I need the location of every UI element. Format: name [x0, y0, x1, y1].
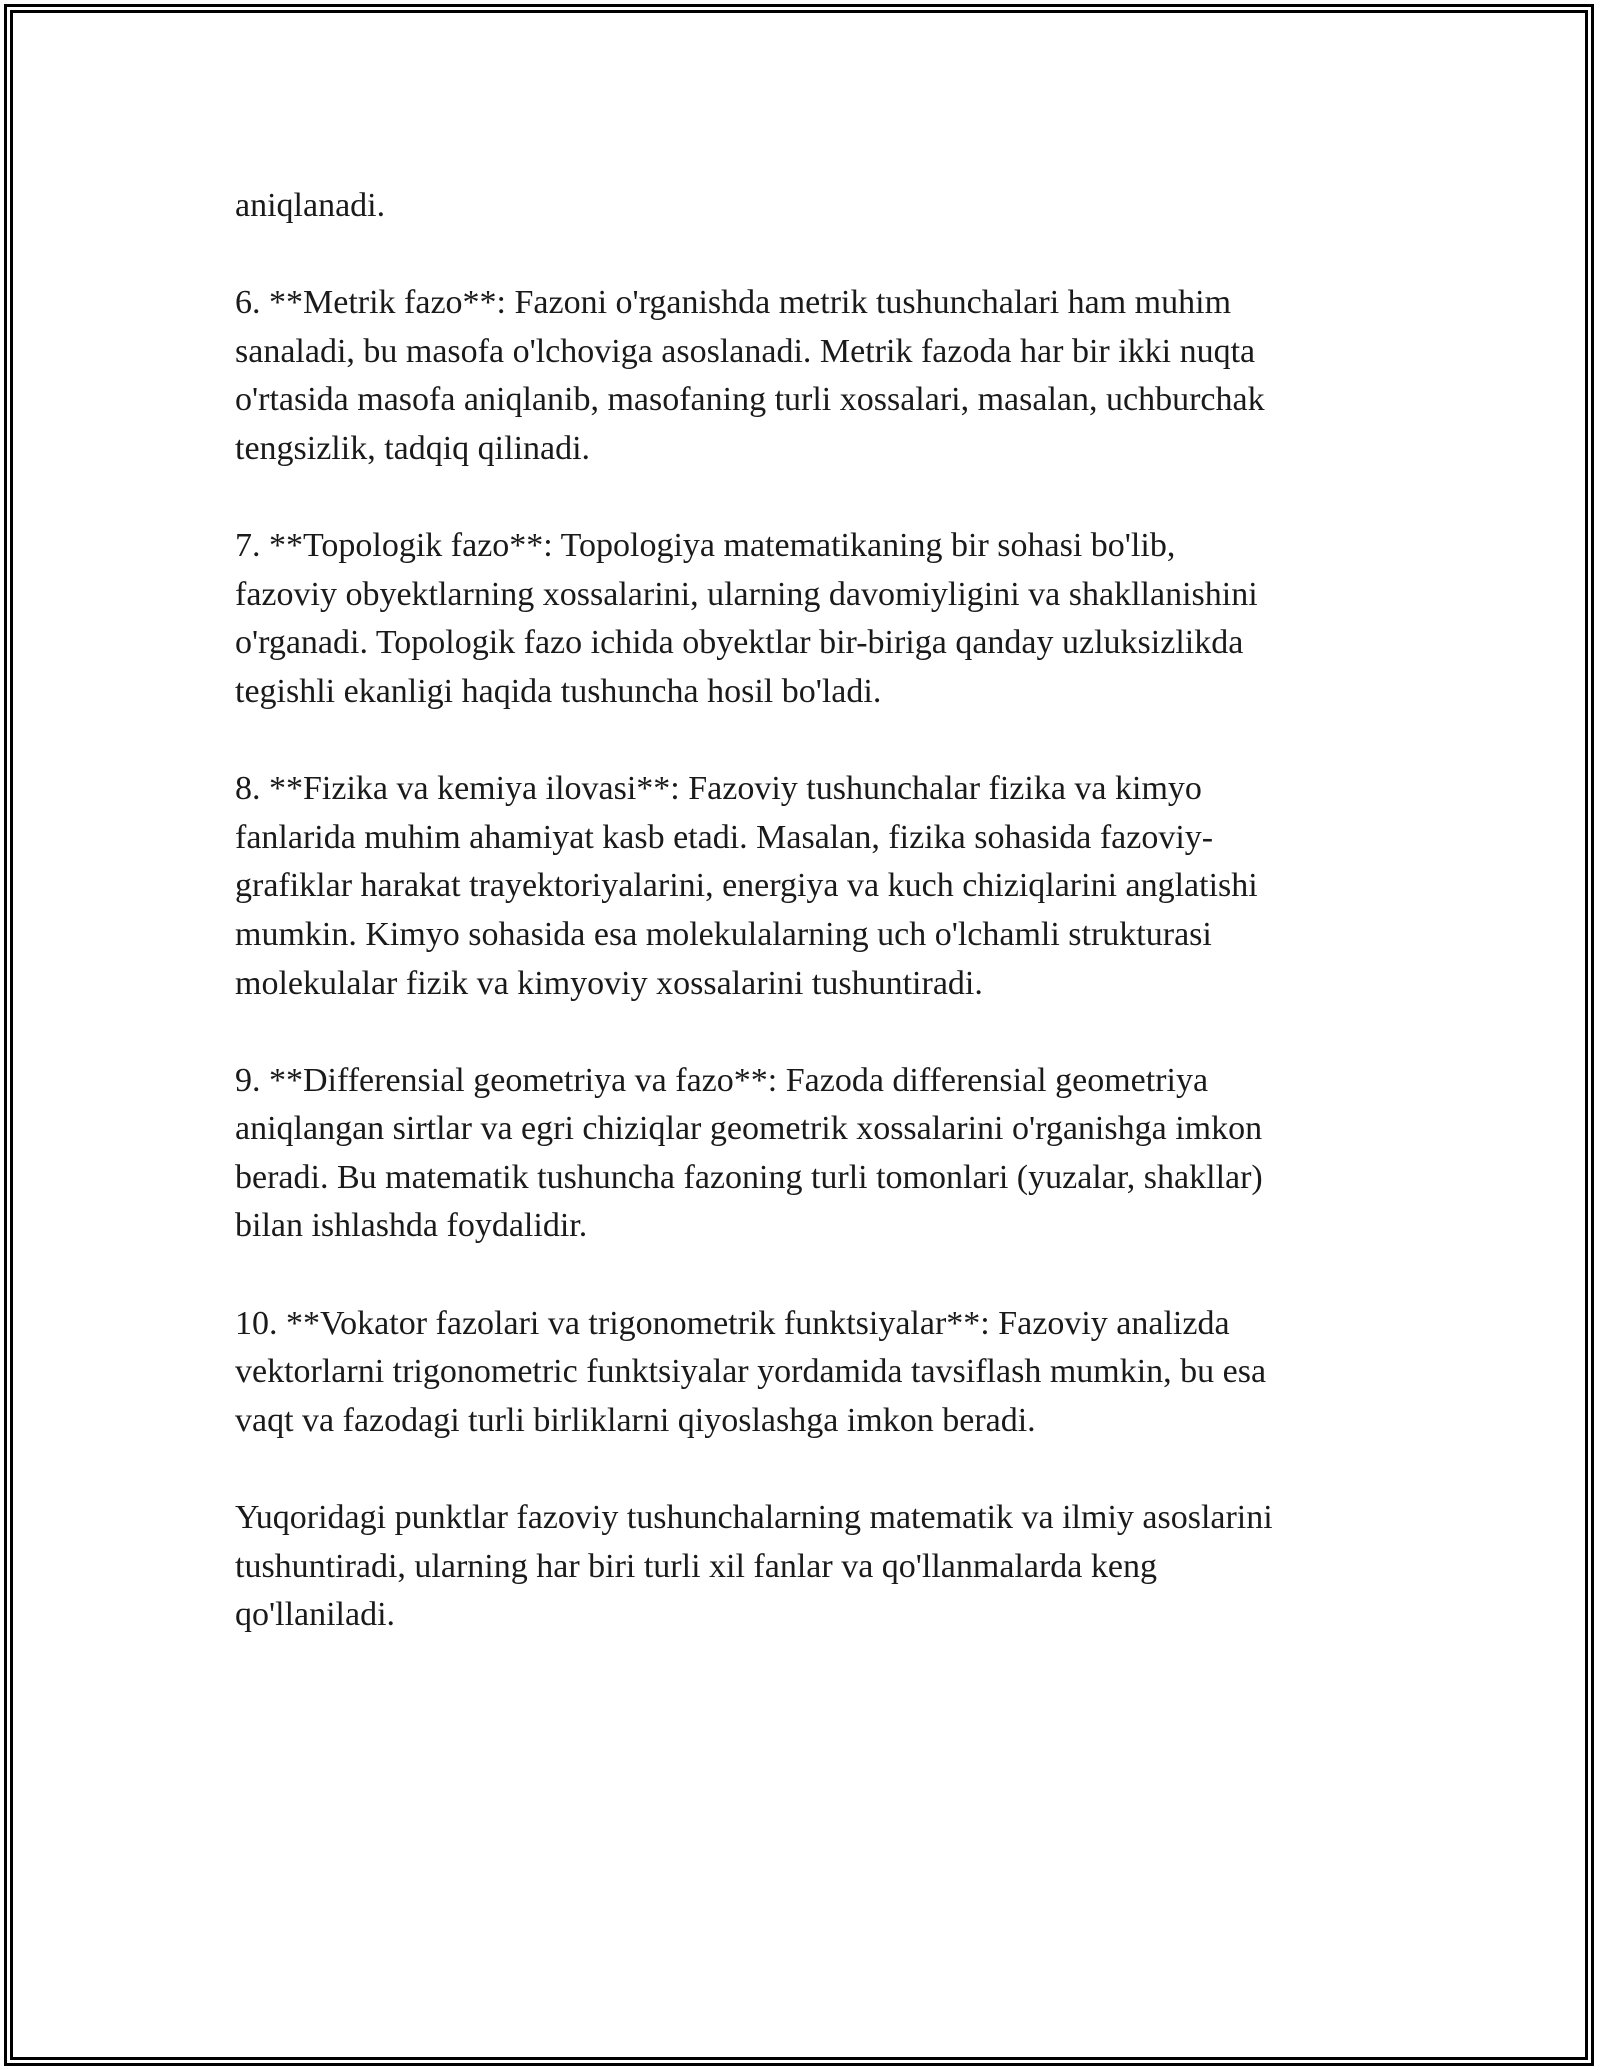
item-paragraph-6: 6. **Metrik fazo**: Fazoni o'rganishda metrik tushunchalari ham muhim sanaladi, bu masofa o'lchoviga asoslanadi. Metrik fazoda har bir ikki nuqta o'rtasida masofa aniqlanib, masofaning turli xossalari, masalan, uchburchak tengsizlik, tadqiq qilinadi. [235, 284, 1265, 467]
document-body [235, 182, 1385, 1640]
item-paragraph-8: 8. **Fizika va kemiya ilovasi**: Fazoviy tushunchalar fizika va kimyo fanlarida muhim ahamiyat kasb etadi. Masalan, fizika sohasida fazoviy- grafiklar harakat trayektoriyalarini, energiya va kuch chiziqlarini anglatishi mumkin. Kimyo sohasida esa molekulalarning uch o'lchamli strukturasi molekulalar fizik va kimyoviy xossalarini tushuntiradi. [235, 770, 1258, 1002]
item-paragraph-10: 10. **Vokator fazolari va trigonometrik funktsiyalar**: Fazoviy analizda vektorlarni trigonometric funktsiyalar yordamida tavsiflash mumkin, bu esa vaqt va fazodagi turli birliklarni qiyoslashga imkon beradi. [235, 1304, 1267, 1439]
conclusion-paragraph: Yuqoridagi punktlar fazoviy tushunchalarning matematik va ilmiy asoslarini tushuntiradi, ularning har biri turli xil fanlar va qo'llanmalarda keng qo'llaniladi. [235, 1499, 1273, 1634]
item-paragraph-7: 7. **Topologik fazo**: Topologiya matematikaning bir sohasi bo'lib, fazoviy obyektlarning xossalarini, ularning davomiyligini va shakllanishini o'rganadi. Topologik fazo ichida obyektlar bir-biriga qanday uzluksizlikda tegishli ekanligi haqida tushuncha hosil bo'ladi. [235, 527, 1258, 710]
item-paragraph-9: 9. **Differensial geometriya va fazo**: Fazoda differensial geometriya aniqlangan sirtlar va egri chiziqlar geometrik xossalarini o'rganishga imkon beradi. Bu matematik tushuncha fazoning turli tomonlari (yuzalar, shakllar) bilan ishlashda foydalidir. [235, 1061, 1263, 1245]
continuation-paragraph: aniqlanadi. [235, 187, 386, 224]
